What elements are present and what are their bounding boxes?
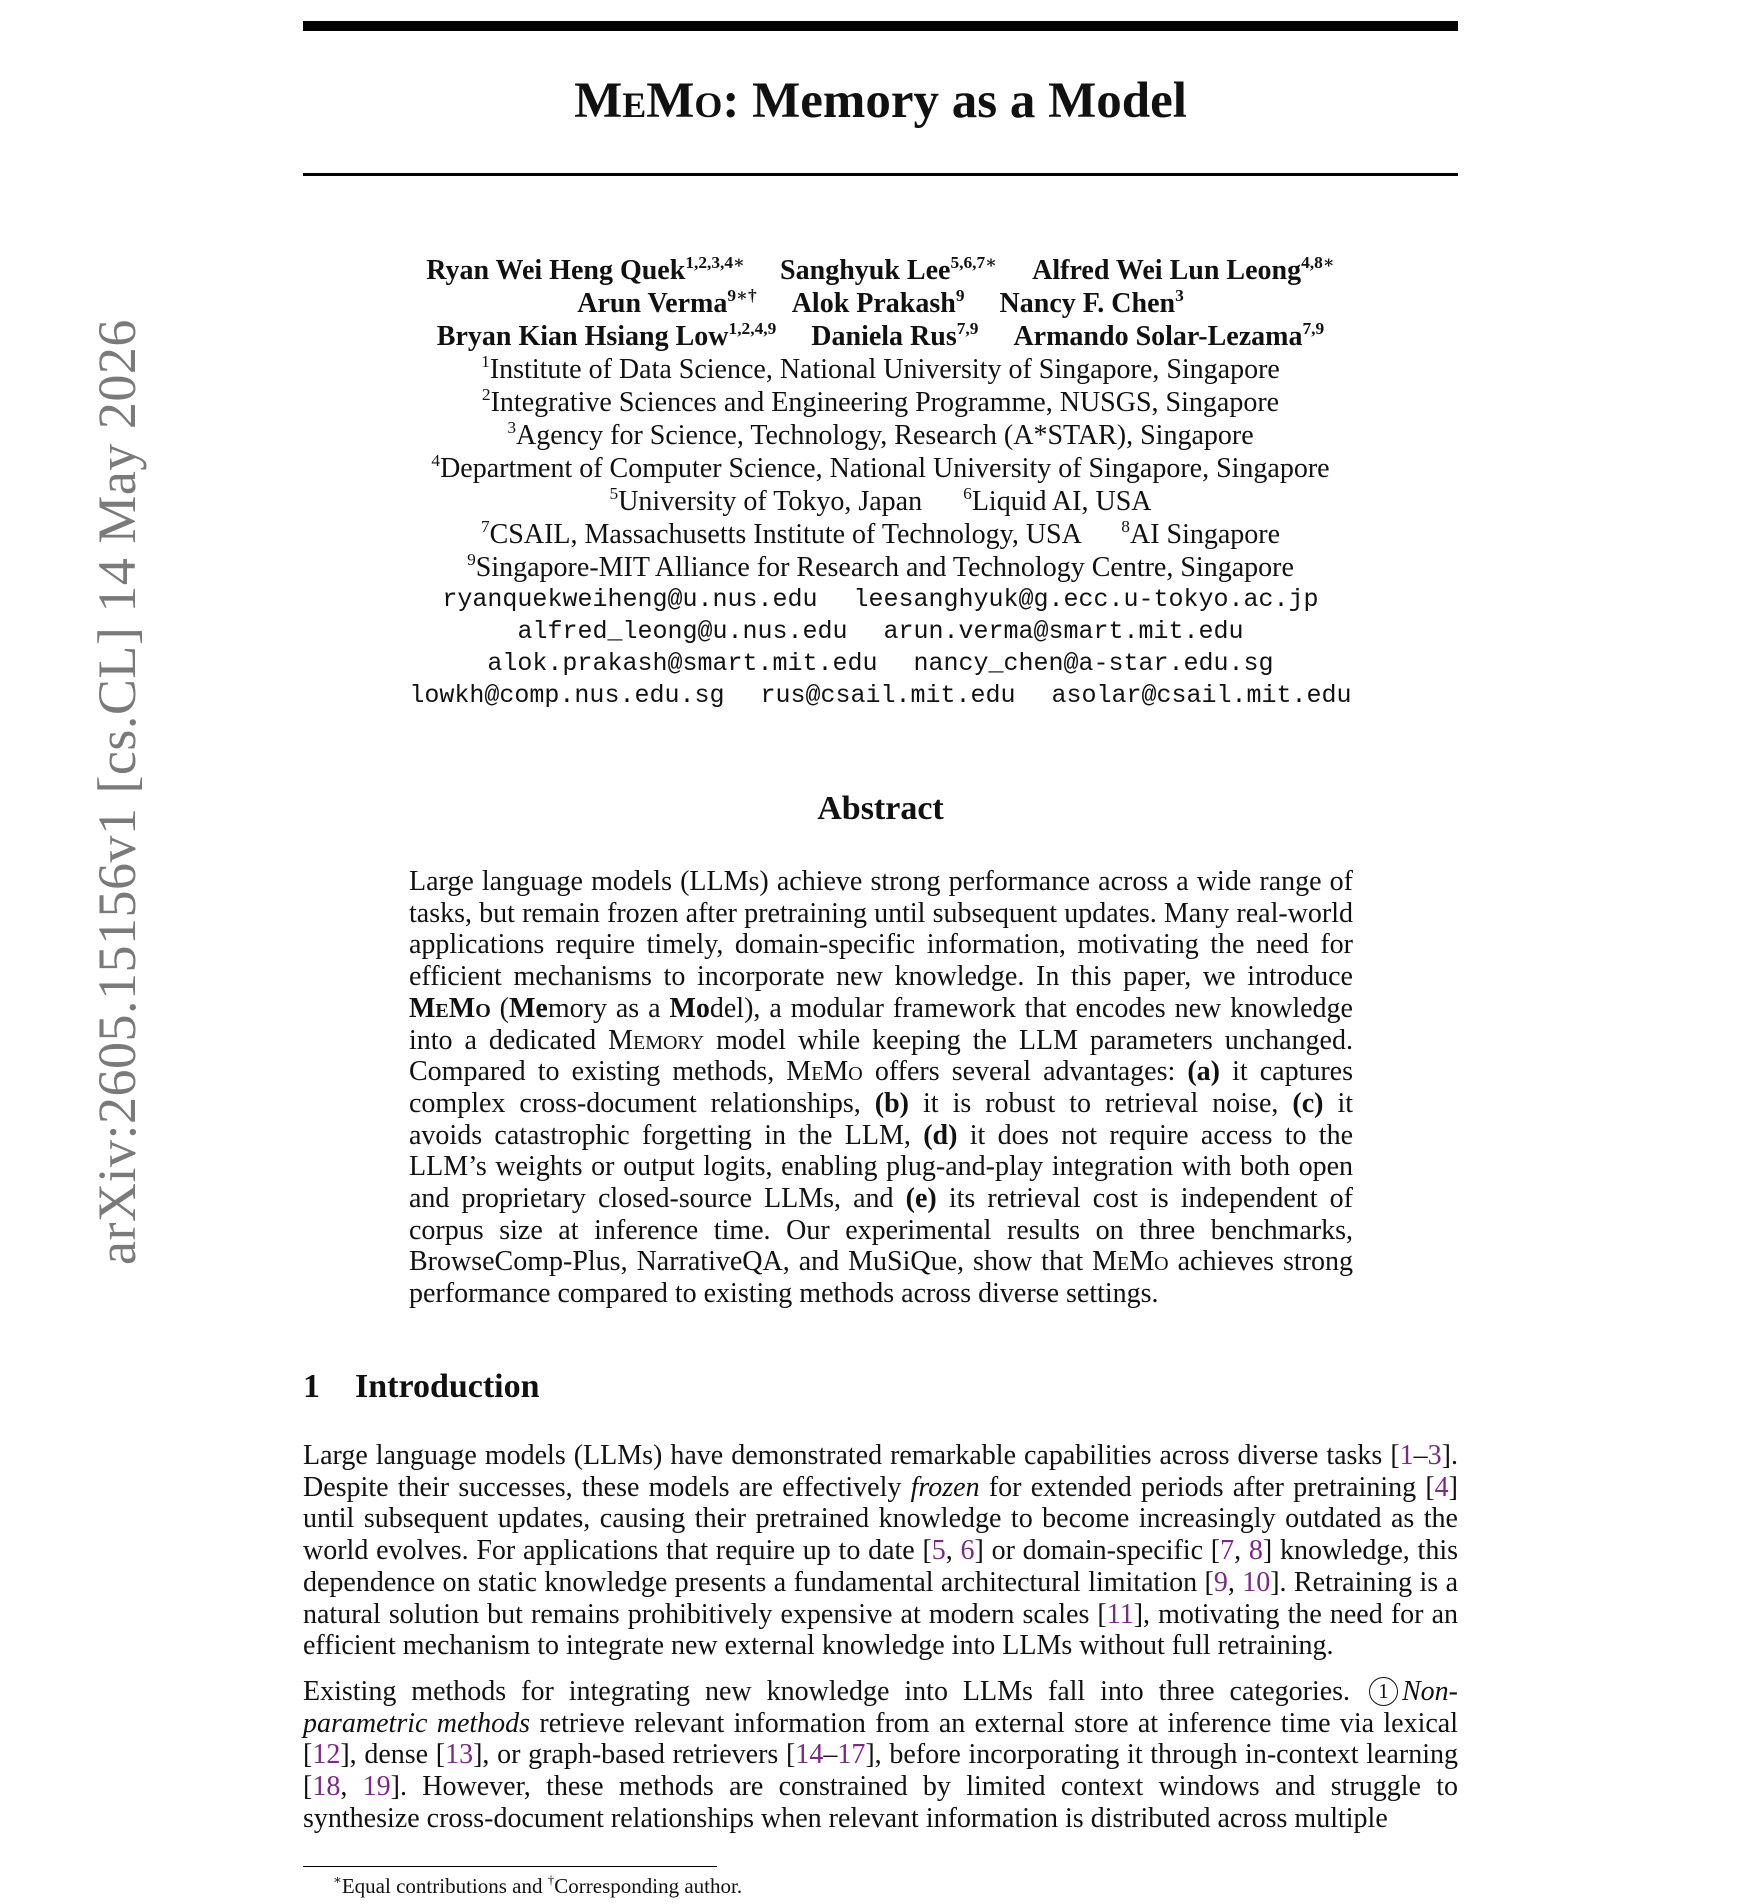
affiliation: $^8$AI Singapore [1121, 516, 1281, 550]
citation-link[interactable]: 1 [1399, 1440, 1414, 1471]
affiliation: $^1$Institute of Data Science, National University of Singapore, Singapore [481, 351, 1280, 385]
citation-link[interactable]: 13 [445, 1739, 474, 1771]
affiliation: $^7$CSAIL, Massachusetts Institute of Technology, USA [480, 516, 1081, 550]
affiliation: $^6$Liquid AI, USA [963, 483, 1152, 517]
citation-link[interactable]: 11 [1106, 1598, 1134, 1630]
affiliation: $^2$Integrative Sciences and Engineering Programme, NUSGS, Singapore [481, 384, 1280, 418]
title-top-rule [303, 21, 1458, 31]
author-line [303, 254, 1458, 287]
citation-link[interactable]: 18 [312, 1771, 341, 1803]
citation-link[interactable]: 3 [1427, 1440, 1442, 1471]
citation-link[interactable]: 5 [931, 1535, 946, 1567]
author-email[interactable]: alfred_leong@u.nus.edu [517, 617, 848, 646]
circled-number-marker: 1 [1369, 1677, 1398, 1706]
citation-link[interactable]: 6 [960, 1535, 975, 1567]
citation-link[interactable]: 4 [1434, 1471, 1449, 1503]
affiliation: $^4$Department of Computer Science, National University of Singapore, Singapore [431, 450, 1330, 484]
author: Ryan Wei Heng Quek$^{1,2,3,4∗}$ [426, 252, 746, 286]
abstract-body: Large language models (LLMs) achieve strong performance across a wide range of tasks, but remain frozen after pretraining until subsequent updates. Many real-world applications require timely, domain-specific information, motivating the need for efficient mechanisms to incorporate new knowledge. In this paper, we introduce MeMo (Memory as a Model), a modular framework that encodes new knowledge into a dedicated Memory model while keeping the LLM parameters unchanged. Compared to existing methods, MeMo offers several advantages: (a) it captures complex cross-document relationships, (b) it is robust to retrieval noise, (c) it avoids catastrophic forgetting in the LLM, (d) it does not require access to the LLM’s weights or output logits, enabling plug-and-play integration with both open and proprietary closed-source LLMs, and (e) its retrieval cost is independent of corpus size at inference time. Our experimental results on three benchmarks, BrowseComp-Plus, NarrativeQA, and MuSiQue, show that MeMo achieves strong performance compared to existing methods across diverse settings. [409, 866, 1354, 1310]
author-line [303, 287, 1458, 320]
author: Alok Prakash$^9$ [791, 285, 965, 319]
title-bottom-rule [303, 173, 1458, 176]
author: Nancy F. Chen$^3$ [999, 285, 1184, 319]
citation-link[interactable]: 14 [795, 1739, 824, 1771]
paper-title: MeMo: Memory as a Model [574, 73, 1187, 129]
affiliation: $^9$Singapore-MIT Alliance for Research and Technology Centre, Singapore [467, 549, 1294, 583]
affiliation: $^5$University of Tokyo, Japan [609, 483, 923, 517]
author-email[interactable]: leesanghyuk@g.ecc.u-tokyo.ac.jp [853, 585, 1319, 614]
author-email[interactable]: ryanquekweiheng@u.nus.edu [442, 585, 818, 614]
section-heading-introduction: 1 Introduction [303, 1368, 540, 1405]
citation-link[interactable]: 10 [1242, 1566, 1271, 1598]
citation-link[interactable]: 9 [1213, 1566, 1228, 1598]
author-email[interactable]: rus@csail.mit.edu [760, 681, 1016, 710]
affiliation-line [303, 518, 1458, 551]
citation-link[interactable]: 17 [837, 1739, 866, 1771]
author-line [303, 320, 1458, 353]
author: Arun Verma$^{9∗\dagger}$ [577, 285, 757, 319]
arxiv-identifier: arXiv:2605.15156v1 [cs.CL] 14 May 2026 [87, 319, 147, 1265]
abstract-heading: Abstract [817, 790, 944, 827]
author: Armando Solar-Lezama$^{7,9}$ [1013, 318, 1325, 352]
footnote: ∗Equal contributions and †Corresponding author. [333, 1872, 743, 1898]
front-matter [303, 254, 1458, 712]
intro-paragraph: Large language models (LLMs) have demonstrated remarkable capabilities across diverse tasks [1–3]. Despite their successes, these models are effectively frozen for extended periods after pretraining [4] until subsequent updates, causing their pretrained knowledge to become increasingly outdated as the world evolves. For applications that require up to date [5, 6] or domain-specific [7, 8] knowledge, this dependence on static knowledge presents a fundamental architectural limitation [9, 10]. Retraining is a natural solution but remains prohibitively expensive at modern scales [11], motivating the need for an efficient mechanism to integrate new external knowledge into LLMs without full retraining. [303, 1440, 1459, 1662]
author-email[interactable]: alok.prakash@smart.mit.edu [487, 649, 878, 678]
author-email[interactable]: asolar@csail.mit.edu [1051, 681, 1352, 710]
author: Sanghyuk Lee$^{5,6,7∗}$ [780, 252, 998, 286]
citation-link[interactable]: 19 [362, 1771, 391, 1803]
citation-link[interactable]: 12 [312, 1739, 341, 1771]
author-email[interactable]: arun.verma@smart.mit.edu [883, 617, 1244, 646]
affiliation-line [303, 485, 1458, 518]
citation-link[interactable]: 8 [1248, 1535, 1263, 1567]
author: Bryan Kian Hsiang Low$^{1,2,4,9}$ [436, 318, 777, 352]
email-block [303, 584, 1458, 712]
author: Alfred Wei Lun Leong$^{4,8∗}$ [1032, 252, 1335, 286]
author-email[interactable]: nancy_chen@a-star.edu.sg [913, 649, 1274, 678]
intro-paragraph: Existing methods for integrating new knowledge into LLMs fall into three categories. 1 Non-parametric methods retrieve relevant information from an external store at inference time via lexical [12], dense [13], or graph-based retrievers [14–17], before incorporating it through in-context learning [18, 19]. However, these methods are constrained by limited context windows and struggle to synthesize cross-document relationships when relevant information is distributed across multiple [303, 1676, 1459, 1834]
author: Daniela Rus$^{7,9}$ [811, 318, 979, 352]
author-email[interactable]: lowkh@comp.nus.edu.sg [409, 681, 725, 710]
footnote-rule [303, 1866, 717, 1867]
citation-link[interactable]: 7 [1220, 1535, 1235, 1567]
affiliation: $^3$Agency for Science, Technology, Research (A*STAR), Singapore [507, 417, 1254, 451]
